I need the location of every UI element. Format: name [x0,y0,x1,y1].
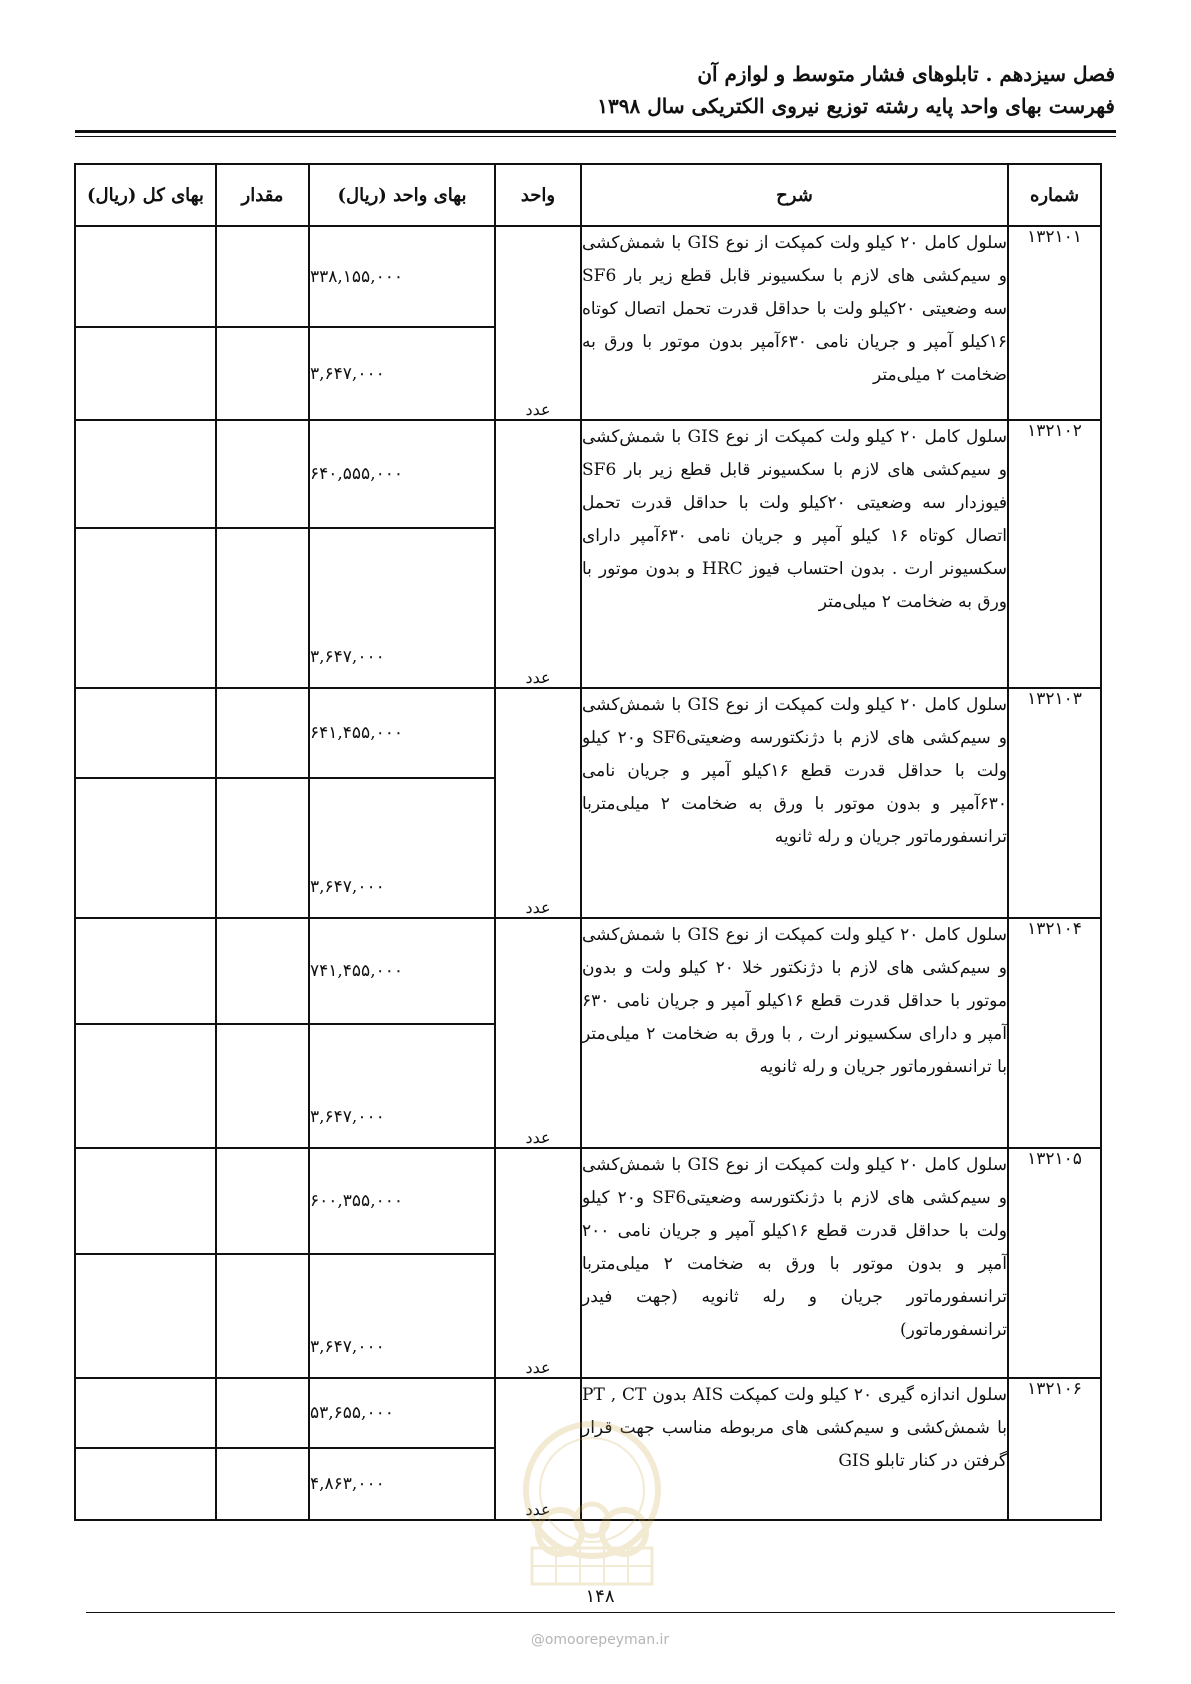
item-unit-price: ۶۴۰,۵۵۵,۰۰۰ [309,420,495,528]
website-watermark: @omoorepeyman.ir [530,1632,670,1648]
item-number: ۱۳۲۱۰۲ [1008,420,1101,688]
chapter-title: فصل سیزدهم . تابلوهای فشار متوسط و لوازم آن [697,62,1115,86]
item-quantity-secondary [216,778,309,918]
item-quantity [216,918,309,1024]
item-quantity-secondary [216,1024,309,1148]
page-number: ۱۴۸ [585,1586,615,1607]
item-unit: عدد [495,1378,581,1520]
item-unit-price-secondary: ۳,۶۴۷,۰۰۰ [309,528,495,688]
page-header [75,58,1115,122]
header-rule-thick [75,130,1116,133]
item-total-price-secondary [75,1254,216,1378]
item-total-price-secondary [75,1024,216,1148]
item-total-price-secondary [75,528,216,688]
item-number: ۱۳۲۱۰۶ [1008,1378,1101,1520]
item-number: ۱۳۲۱۰۵ [1008,1148,1101,1378]
item-number: ۱۳۲۱۰۱ [1008,226,1101,420]
table-row [75,918,1101,1024]
table-row [75,226,1101,327]
item-unit: عدد [495,688,581,918]
item-unit-price-secondary: ۳,۶۴۷,۰۰۰ [309,778,495,918]
item-unit-price: ۶۰۰,۳۵۵,۰۰۰ [309,1148,495,1254]
header-unit-price: بهای واحد (ریال) [309,164,495,226]
item-total-price-secondary [75,1448,216,1520]
item-unit-price-secondary: ۳,۶۴۷,۰۰۰ [309,327,495,420]
list-title: فهرست بهای واحد پایه رشته توزیع نیروی الکتریکی سال ۱۳۹۸ [597,94,1115,118]
table-row [75,1148,1101,1254]
item-unit: عدد [495,1148,581,1378]
header-quantity: مقدار [216,164,309,226]
item-description: سلول اندازه گیری ۲۰ کیلو ولت کمپکت AIS بدون PT , CT با شمش‌کشی و سیم‌کشی های مربوطه مناسب جهت قرار گرفتن در کنار تابلو GIS [581,1378,1008,1520]
item-unit-price: ۳۳۸,۱۵۵,۰۰۰ [309,226,495,327]
item-unit-price: ۷۴۱,۴۵۵,۰۰۰ [309,918,495,1024]
item-description: سلول کامل ۲۰ کیلو ولت کمپکت از نوع GIS با شمش‌کشی و سیم‌کشی های لازم با سکسیونر قابل قطع زیر بار SF6 فیوزدار سه وضعیتی ۲۰کیلو ولت با حداقل قدرت تحمل اتصال کوتاه ۱۶ کیلو آمپر و جریان نامی ۶۳۰آمپر دارای سکسیونر ارت . بدون احتساب فیوز HRC و بدون موتور با ورق به ضخامت ۲ میلی‌متر [581,420,1008,688]
item-number: ۱۳۲۱۰۴ [1008,918,1101,1148]
item-quantity-secondary [216,327,309,420]
header-unit: واحد [495,164,581,226]
header-rule-thin [75,136,1116,137]
item-description: سلول کامل ۲۰ کیلو ولت کمپکت از نوع GIS با شمش‌کشی و سیم‌کشی های لازم با دژنکتور خلا ۲۰ کیلو ولت و بدون موتور با حداقل قدرت قطع ۱۶کیلو آمپر و جریان نامی ۶۳۰ آمپر و دارای سکسیونر ارت , با ورق به ضخامت ۲ میلی‌متر با ترانسفورماتور جریان و رله ثانویه [581,918,1008,1148]
item-total-price [75,226,216,327]
item-unit-price: ۶۴۱,۴۵۵,۰۰۰ [309,688,495,778]
price-table [74,163,1102,1521]
item-total-price-secondary [75,327,216,420]
item-total-price [75,918,216,1024]
item-quantity [216,1148,309,1254]
item-quantity [216,688,309,778]
item-unit-price-secondary: ۳,۶۴۷,۰۰۰ [309,1024,495,1148]
item-unit: عدد [495,420,581,688]
item-number: ۱۳۲۱۰۳ [1008,688,1101,918]
item-unit-price: ۵۳,۶۵۵,۰۰۰ [309,1378,495,1448]
item-total-price [75,1378,216,1448]
header-description: شرح [581,164,1008,226]
header-total-price: بهای کل (ریال) [75,164,216,226]
item-quantity-secondary [216,528,309,688]
table-header-row [75,164,1101,226]
item-total-price [75,1148,216,1254]
item-quantity-secondary [216,1254,309,1378]
item-quantity-secondary [216,1448,309,1520]
item-quantity [216,1378,309,1448]
item-unit-price-secondary: ۴,۸۶۳,۰۰۰ [309,1448,495,1520]
item-unit-price-secondary: ۳,۶۴۷,۰۰۰ [309,1254,495,1378]
item-description: سلول کامل ۲۰ کیلو ولت کمپکت از نوع GIS با شمش‌کشی و سیم‌کشی های لازم با دژنکتورسه وضعیتیSF6 و۲۰ کیلو ولت با حداقل قدرت قطع ۱۶کیلو آمپر و جریان نامی ۲۰۰ آمپر و بدون موتور با ورق به ضخامت ۲ میلی‌متربا ترانسفورماتور جریان و رله ثانویه (جهت فیدر ترانسفورماتور) [581,1148,1008,1378]
item-unit: عدد [495,918,581,1148]
item-description: سلول کامل ۲۰ کیلو ولت کمپکت از نوع GIS با شمش‌کشی و سیم‌کشی های لازم با سکسیونر قابل قطع زیر بار SF6 سه وضعیتی ۲۰کیلو ولت با حداقل قدرت تحمل اتصال کوتاه ۱۶کیلو آمپر و جریان نامی ۶۳۰آمپر بدون موتور با ورق به ضخامت ۲ میلی‌متر [581,226,1008,420]
footer-rule [86,1612,1115,1613]
item-quantity [216,226,309,327]
table-row [75,420,1101,528]
item-description: سلول کامل ۲۰ کیلو ولت کمپکت از نوع GIS با شمش‌کشی و سیم‌کشی های لازم با دژنکتورسه وضعیتیSF6 و۲۰ کیلو ولت با حداقل قدرت قطع ۱۶کیلو آمپر و جریان نامی ۶۳۰آمپر و بدون موتور با ورق به ضخامت ۲ میلی‌متربا ترانسفورماتور جریان و رله ثانویه [581,688,1008,918]
table-row [75,688,1101,778]
header-number: شماره [1008,164,1101,226]
item-total-price [75,420,216,528]
item-total-price [75,688,216,778]
item-total-price-secondary [75,778,216,918]
item-quantity [216,420,309,528]
item-unit: عدد [495,226,581,420]
watermark-logo-icon [512,1420,672,1590]
